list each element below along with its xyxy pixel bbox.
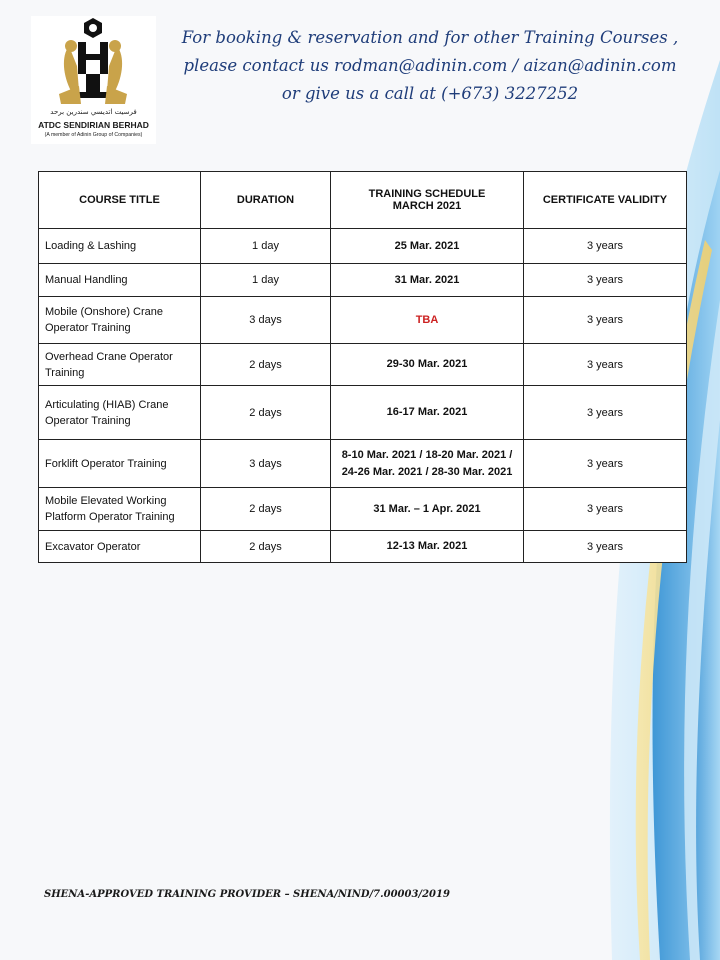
- schedule-cell: [331, 264, 524, 297]
- schedule-cell: [331, 531, 524, 563]
- table-row: [39, 440, 687, 488]
- course-title-cell: Excavator Operator: [39, 531, 201, 563]
- logo-company-name: ATDC SENDIRIAN BERHAD: [38, 120, 149, 130]
- schedule-cell: [331, 344, 524, 386]
- validity-cell: 3 years: [524, 531, 687, 563]
- table-row: [39, 229, 687, 264]
- schedule-line: TBA: [415, 313, 439, 326]
- schedule-line: 24-26 Mar. 2021 / 28-30 Mar. 2021: [341, 465, 513, 478]
- table-row: [39, 488, 687, 531]
- training-schedule-table: [38, 171, 687, 563]
- duration-cell: 2 days: [201, 386, 331, 440]
- company-logo: [31, 16, 156, 144]
- validity-cell: 3 years: [524, 229, 687, 264]
- duration-cell: 1 day: [201, 229, 331, 264]
- duration-cell: 3 days: [201, 297, 331, 344]
- logo-emblem-icon: [31, 16, 156, 116]
- table-row: [39, 531, 687, 563]
- table-body: [39, 229, 687, 563]
- logo-tagline: (A member of Adinin Group of Companies): [44, 132, 143, 138]
- schedule-cell: [331, 488, 524, 531]
- schedule-line: 31 Mar. – 1 Apr. 2021: [373, 502, 481, 515]
- schedule-cell: [331, 386, 524, 440]
- schedule-line: 31 Mar. 2021: [394, 273, 460, 286]
- validity-cell: 3 years: [524, 488, 687, 531]
- contact-info: [160, 24, 700, 108]
- course-title-cell: Overhead Crane Operator Training: [39, 344, 201, 386]
- validity-cell: 3 years: [524, 440, 687, 488]
- schedule-cell: [331, 440, 524, 488]
- course-title-cell: Mobile (Onshore) Crane Operator Training: [39, 297, 201, 344]
- course-title-cell: Mobile Elevated Working Platform Operator Training: [39, 488, 201, 531]
- footer-accreditation: SHENA-APPROVED TRAINING PROVIDER – SHENA/NIND/7.00003/2019: [44, 889, 450, 900]
- course-title-cell: Articulating (HIAB) Crane Operator Training: [39, 386, 201, 440]
- header-schedule-line-2: MARCH 2021: [392, 200, 462, 212]
- header-training-schedule: [331, 172, 524, 229]
- schedule-cell: [331, 229, 524, 264]
- logo-arabic-text: فرسيت اتديسي سندرين برحد: [50, 108, 137, 116]
- table-row: [39, 297, 687, 344]
- validity-cell: 3 years: [524, 344, 687, 386]
- schedule-line: 8-10 Mar. 2021 / 18-20 Mar. 2021 /: [341, 448, 513, 461]
- schedule-line: 12-13 Mar. 2021: [386, 540, 468, 552]
- schedule-line: 16-17 Mar. 2021: [386, 406, 468, 418]
- header-certificate-validity: CERTIFICATE VALIDITY: [524, 172, 687, 229]
- course-title-cell: Forklift Operator Training: [39, 440, 201, 488]
- table-row: [39, 386, 687, 440]
- table-header-row: [39, 172, 687, 229]
- duration-cell: 1 day: [201, 264, 331, 297]
- course-title-cell: Loading & Lashing: [39, 229, 201, 264]
- schedule-line: 29-30 Mar. 2021: [386, 358, 468, 370]
- contact-line-3: or give us a call at (+673) 3227252: [281, 84, 579, 103]
- table-row: [39, 344, 687, 386]
- validity-cell: 3 years: [524, 264, 687, 297]
- header-schedule-line-1: TRAINING SCHEDULE: [368, 188, 486, 200]
- header-duration: DURATION: [201, 172, 331, 229]
- validity-cell: 3 years: [524, 297, 687, 344]
- schedule-line: 25 Mar. 2021: [394, 239, 460, 252]
- header-course-title: COURSE TITLE: [39, 172, 201, 229]
- duration-cell: 2 days: [201, 344, 331, 386]
- validity-cell: 3 years: [524, 386, 687, 440]
- schedule-cell: [331, 297, 524, 344]
- contact-line-1: For booking & reservation and for other Training Courses ,: [181, 28, 679, 47]
- duration-cell: 2 days: [201, 531, 331, 563]
- contact-line-2: please contact us rodman@adinin.com / aizan@adinin.com: [183, 56, 677, 75]
- duration-cell: 3 days: [201, 440, 331, 488]
- table-row: [39, 264, 687, 297]
- duration-cell: 2 days: [201, 488, 331, 531]
- course-title-cell: Manual Handling: [39, 264, 201, 297]
